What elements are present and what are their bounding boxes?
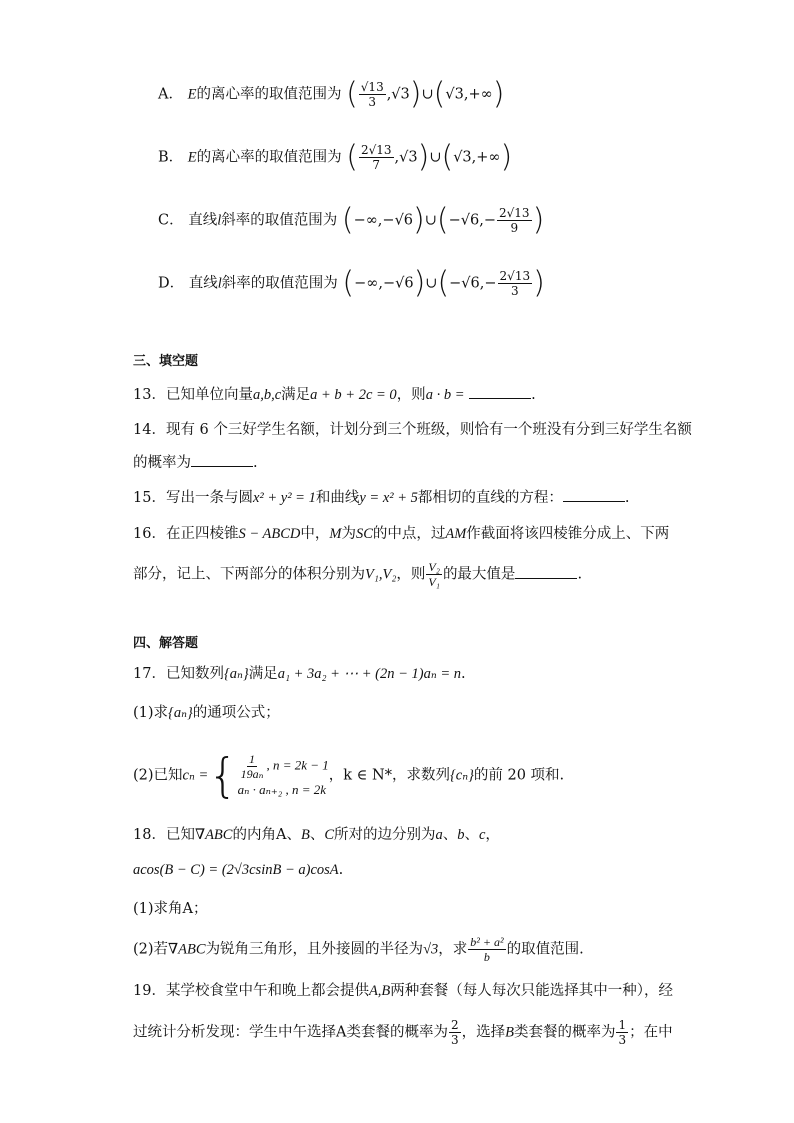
section-title-answers: 四、解答题 xyxy=(133,636,199,651)
question-19-line-1: 19．某学校食堂中午和晚上都会提供A,B两种套餐（每人每次只能选择其中一种），经 xyxy=(133,983,674,999)
fraction: $\frac{2√13}{7}$ xyxy=(360,143,392,172)
question-18-part-1: (1)求角A； xyxy=(133,901,208,917)
option-c: C． 直线l斜率的取值范围为 (−∞,−√6)∪(−√6,− $\frac{2√13}{9}$ ) xyxy=(158,202,545,238)
question-19-line-2: 过统计分析发现：学生中午选择A类套餐的概率为 $\frac{2}{3}$ ，选择B类套餐的概率为 $\frac{1}{3}$ ；在中 xyxy=(133,1018,673,1047)
answer-blank[interactable] xyxy=(191,452,253,467)
answer-blank[interactable] xyxy=(469,384,531,399)
fraction: $\frac{2}{3}$ xyxy=(450,1018,459,1047)
question-15: 15．写出一条与圆x² + y² = 1和曲线y = x² + 5都相切的直线的方程： . xyxy=(133,487,630,508)
fraction: $\frac{1}{3}$ xyxy=(618,1018,627,1047)
option-a: A． E的离心率的取值范围为 ( $\frac{√13}{3}$ ,√3)∪(√3,+∞) xyxy=(158,76,505,112)
piecewise: $\frac{1}{\text{19aₙ}}$ , n = 2k − 1 aₙ · aₙ₊₂ , n = 2k xyxy=(237,752,329,797)
answer-blank[interactable] xyxy=(515,564,577,579)
question-18-part-2: (2)若∇ABC为锐角三角形，且外接圆的半径为√3，求 $\frac{\text{b² + a²}}{b}$ 的取值范围. xyxy=(133,935,584,964)
section-title-fill-in: 三、填空题 xyxy=(133,354,199,369)
question-14-line-1: 14．现有 6 个三好学生名额，计划分到三个班级，则恰有一个班没有分到三好学生名额 xyxy=(133,422,692,438)
question-16-line-2: 部分，记上、下两部分的体积分别为V₁,V₂，则 $\frac{\text{V₂}}{\text{V₁}}$ 的最大值是 . xyxy=(133,560,583,589)
fraction: $\frac{\text{b² + a²}}{b}$ xyxy=(470,935,504,964)
fraction: $\frac{√13}{3}$ xyxy=(360,80,384,109)
question-17-part-1: (1)求{aₙ}的通项公式； xyxy=(133,705,280,721)
question-18: 18．已知∇ABC的内角A、B、C所对的边分别为a、b、c， xyxy=(133,827,500,843)
question-13: 13．已知单位向量a,b,c满足a + b + 2c = 0，则a · b = . xyxy=(133,384,536,405)
question-17: 17．已知数列{aₙ}满足a₁ + 3a₂ + ⋯ + (2n − 1)aₙ = n. xyxy=(133,666,466,682)
option-d: D． 直线l斜率的取值范围为 (−∞,−√6)∪(−√6,− $\frac{2√13}{3}$ ) xyxy=(158,265,545,301)
question-14-line-2: 的概率为 . xyxy=(133,452,258,473)
fraction: $\frac{\text{V₂}}{\text{V₁}}$ xyxy=(428,560,440,589)
fraction: $\frac{2√13}{3}$ xyxy=(499,269,531,298)
question-16-line-1: 16．在正四棱锥S − ABCD中，M为SC的中点，过AM作截面将该四棱锥分成上、下两 xyxy=(133,526,670,542)
answer-blank[interactable] xyxy=(563,487,625,502)
question-17-part-2: (2)已知cₙ ={ $\frac{1}{\text{19aₙ}}$ , n = 2k − 1 aₙ · aₙ₊₂ , n = 2k ，k ∈ N*，求数列{cₙ}的前 20 项和. xyxy=(133,748,565,803)
option-b: B． E的离心率的取值范围为 ( $\frac{2√13}{7}$ ,√3)∪(√3,+∞) xyxy=(158,139,513,175)
question-18-equation: acos(B − C) = (2√3csinB − a)cosA. xyxy=(133,862,344,878)
fraction: $\frac{2√13}{9}$ xyxy=(499,206,530,235)
